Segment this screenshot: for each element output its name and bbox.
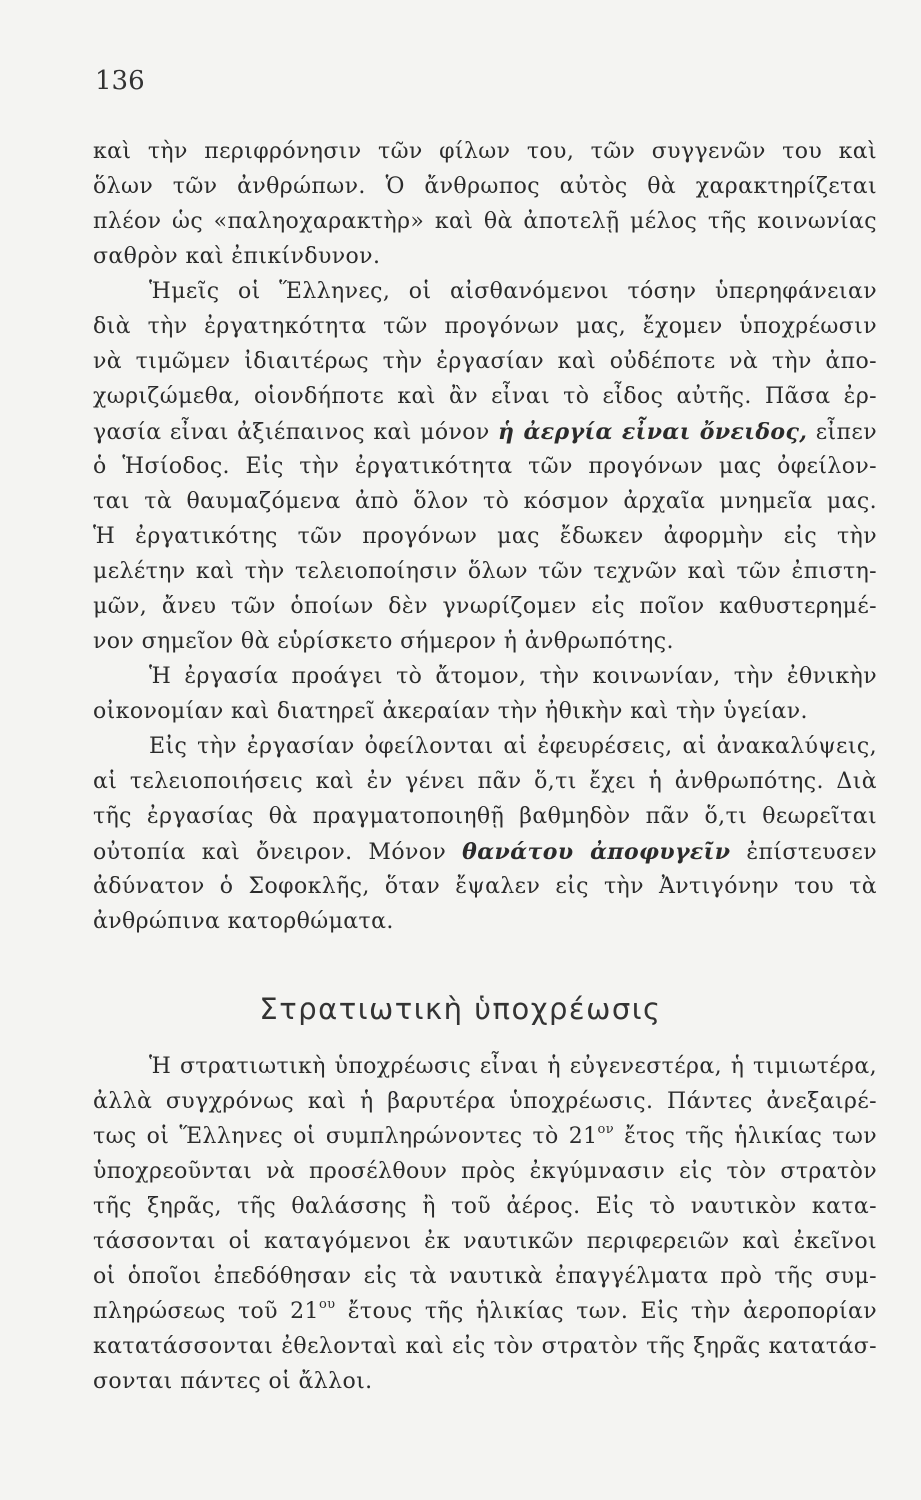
text-line: Ἡ ἐργασία προάγει τὸ ἄτομον, τὴν κοινωνίαν, τὴν ἐθνικὴν: [149, 664, 877, 689]
section-heading: Στρατιωτικὴ ὑποχρέωσις: [259, 992, 662, 1026]
text-span: τως οἱ Ἕλληνες οἱ συμπληρώνοντες τὸ 21: [93, 1124, 598, 1149]
text-line: μῶν, ἄνευ τῶν ὁποίων δὲν γνωρίζομεν εἰς ποῖον καθυστερημέ-: [93, 594, 877, 619]
text-line: ἀλλὰ συγχρόνως καὶ ἡ βαρυτέρα ὑποχρέωσις. Πάντες ἀνεξαιρέ-: [93, 1089, 877, 1114]
text-line: [93, 418, 877, 447]
page-number: 136: [95, 66, 145, 96]
text-line: χωριζώμεθα, οἱονδήποτε καὶ ἂν εἶναι τὸ εἶδος αὐτῆς. Πᾶσα ἐρ-: [93, 384, 877, 409]
text-line: ἀδύνατον ὁ Σοφοκλῆς, ὅταν ἔψαλεν εἰς τὴν Ἀντιγόνην του τὰ: [93, 874, 877, 899]
text-line: [93, 1298, 877, 1326]
text-line: σονται πάντες οἱ ἄλλοι.: [93, 1369, 373, 1394]
text-line: οἱ ὁποῖοι ἐπεδόθησαν εἰς τὰ ναυτικὰ ἐπαγγέλματα πρὸ τῆς συμ-: [93, 1264, 877, 1289]
text-line: Ἡ στρατιωτικὴ ὑποχρέωσις εἶναι ἡ εὐγενεστέρα, ἡ τιμιωτέρα,: [149, 1054, 877, 1079]
text-line: αἱ τελειοποιήσεις καὶ ἐν γένει πᾶν ὅ,τι ἔχει ἡ ἀνθρωπότης. Διὰ: [93, 769, 877, 794]
text-span: εἶπεν: [815, 420, 877, 445]
text-line: Εἰς τὴν ἐργασίαν ὀφείλονται αἱ ἐφευρέσεις, αἱ ἀνακαλύψεις,: [149, 734, 877, 759]
text-line: νον σημεῖον θὰ εὑρίσκετο σήμερον ἡ ἀνθρωπότης.: [93, 629, 674, 654]
text-line: νὰ τιμῶμεν ἰδιαιτέρως τὴν ἐργασίαν καὶ οὐδέποτε νὰ τὴν ἀπο-: [93, 349, 877, 374]
text-line: πλέον ὡς «παληοχαρακτὴρ» καὶ θὰ ἀποτελῇ μέλος τῆς κοινωνίας: [93, 209, 877, 234]
text-line: [93, 1123, 877, 1151]
text-line: τῆς ξηρᾶς, τῆς θαλάσσης ἢ τοῦ ἀέρος. Εἰς τὸ ναυτικὸν κατα-: [93, 1194, 877, 1219]
text-line: Ἡμεῖς οἱ Ἕλληνες, οἱ αἰσθανόμενοι τόσην ὑπερηφάνειαν: [149, 279, 877, 304]
ordinal-superscript: ον: [597, 1121, 615, 1137]
text-span: ἔτους τῆς ἡλικίας των. Εἰς τὴν ἀεροπορίαν: [347, 1299, 877, 1324]
text-line: μελέτην καὶ τὴν τελειοποίησιν ὅλων τῶν τεχνῶν καὶ τῶν ἐπιστη-: [93, 559, 877, 584]
text-line: τῆς ἐργασίας θὰ πραγματοποιηθῇ βαθμηδὸν πᾶν ὅ,τι θεωρεῖται: [93, 804, 877, 829]
text-line: Ἡ ἐργατικότης τῶν προγόνων μας ἔδωκεν ἀφορμὴν εἰς τὴν: [93, 524, 877, 549]
text-line: κατατάσσονται ἐθελονταὶ καὶ εἰς τὸν στρατὸν τῆς ξηρᾶς κατατάσ-: [93, 1334, 877, 1359]
text-line: διὰ τὴν ἐργατηκότητα τῶν προγόνων μας, ἔχομεν ὑποχρέωσιν: [93, 314, 877, 339]
text-line: ὅλων τῶν ἀνθρώπων. Ὁ ἄνθρωπος αὐτὸς θὰ χαρακτηρίζεται: [93, 174, 877, 199]
text-span: ἐπίστευσεν: [746, 840, 877, 865]
text-span: ἔτος τῆς ἡλικίας των: [624, 1124, 877, 1149]
text-line: ται τὰ θαυμαζόμενα ἀπὸ ὅλον τὸ κόσμον ἀρχαῖα μνημεῖα μας.: [93, 489, 877, 514]
text-span: γασία εἶναι ἀξιέπαινος καὶ μόνον: [93, 420, 490, 445]
text-line: [93, 838, 877, 867]
text-span: πληρώσεως τοῦ 21: [93, 1299, 319, 1324]
text-line: ἀνθρώπινα κατορθώματα.: [93, 909, 394, 934]
text-line: οἰκονομίαν καὶ διατηρεῖ ἀκεραίαν τὴν ἠθικὴν καὶ τὴν ὑγείαν.: [93, 699, 808, 724]
ordinal-superscript: ου: [318, 1296, 336, 1312]
text-line: ὁ Ἡσίοδος. Εἰς τὴν ἐργατικότητα τῶν προγόνων μας ὀφείλον-: [93, 454, 877, 479]
emphasized-text: θανάτου ἀποφυγεῖν: [462, 839, 731, 865]
text-span: οὐτοπία καὶ ὄνειρον. Μόνον: [93, 840, 447, 865]
text-line: καὶ τὴν περιφρόνησιν τῶν φίλων του, τῶν συγγενῶν του καὶ: [93, 139, 877, 164]
emphasized-text: ἡ ἀεργία εἶναι ὄνειδος,: [498, 419, 808, 445]
text-line: σαθρὸν καὶ ἐπικίνδυνον.: [93, 244, 381, 269]
text-line: ὑποχρεοῦνται νὰ προσέλθουν πρὸς ἐκγύμνασιν εἰς τὸν στρατὸν: [93, 1159, 877, 1184]
text-line: τάσσονται οἱ καταγόμενοι ἐκ ναυτικῶν περιφερειῶν καὶ ἐκεῖνοι: [93, 1229, 877, 1254]
